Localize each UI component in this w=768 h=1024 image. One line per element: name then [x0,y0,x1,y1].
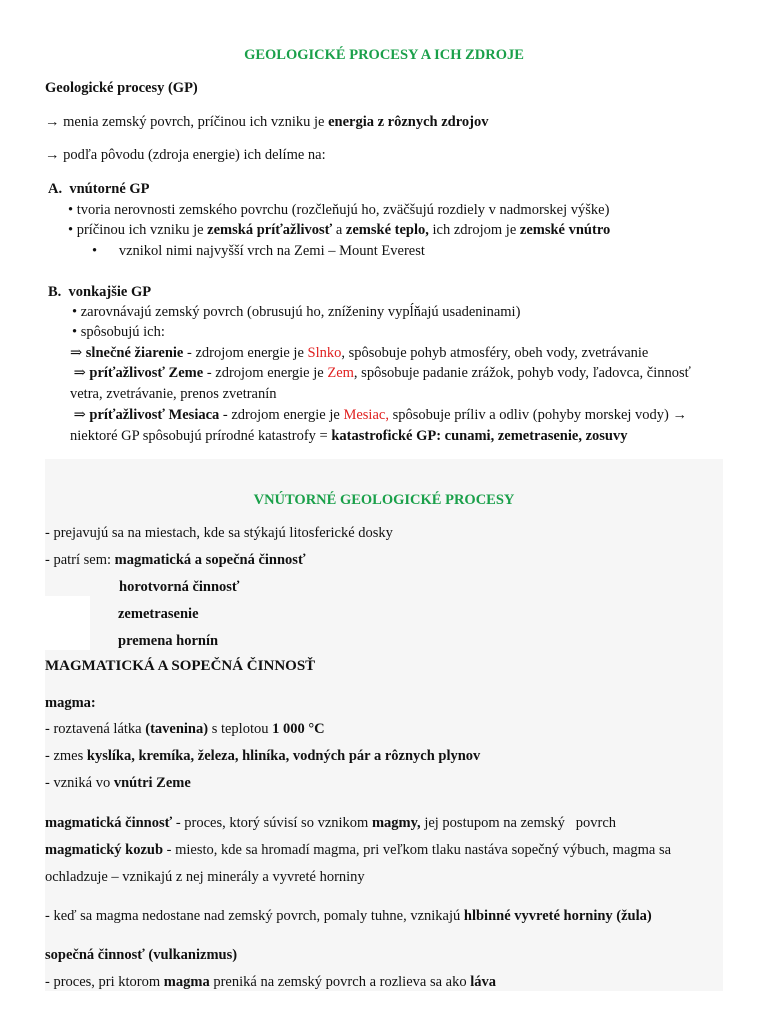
volcanism-line: - proces, pri ktorom magma preniká na zemský povrch a rozlieva sa ako láva [45,974,496,990]
inner-line-1: - prejavujú sa na miestach, kde sa stýkajú litosferické dosky [45,525,393,541]
inner-item-horotvorna: horotvorná činnosť [119,579,240,595]
gp-heading: Geologické procesy (GP) [45,80,198,96]
magma-chamber-continued: ochladzuje – vznikajú z nej minerály a vyvreté horniny [45,869,365,885]
inner-processes-title: VNÚTORNÉ GEOLOGICKÉ PROCESY [253,492,515,508]
document-title: GEOLOGICKÉ PROCESY A ICH ZDROJE [244,47,524,63]
source-moon: ⇒ príťažlivosť Mesiaca - zdrojom energie je Mesiac, spôsobuje príliv a odliv (pohyby morskej vody) → [70,407,687,423]
magmatic-activity-line: magmatická činnosť - proces, ktorý súvisí so vznikom magmy, jej postupom na zemský povrch [45,815,616,831]
section-b-heading: B. vonkajšie GP [48,284,152,300]
catastrophic-gp-line: niektoré GP spôsobujú prírodné katastrofy = katastrofické GP: cunami, zemetrasenie, zosuvy [70,428,628,444]
volcanism-heading: sopečná činnosť (vulkanizmus) [45,947,238,963]
section-a-bullet-2: • príčinou ich vzniku je zemská príťažlivosť a zemské teplo, ich zdrojom je zemské vnútro [68,222,611,238]
magmatic-heading: MAGMATICKÁ A SOPEČNÁ ČINNOSŤ [45,658,316,674]
inner-item-premena: premena hornín [118,633,219,649]
magma-label: magma: [45,695,96,711]
section-a-sub-bullet: • vznikol nimi najvyšší vrch na Zemi – Mount Everest [92,243,425,259]
source-earth: ⇒ príťažlivosť Zeme - zdrojom energie je Zem, spôsobuje padanie zrážok, pohyb vody, ľadovca, činnosť [70,365,691,381]
magma-line-3: - vzniká vo vnútri Zeme [45,775,191,791]
section-a-bullet-1: • tvoria nerovnosti zemského povrchu (rozčleňujú ho, zväčšujú rozdiely v nadmorskej výške) [68,202,610,218]
intro-line-2: → podľa pôvodu (zdroja energie) ich delíme na: [45,147,326,163]
intro-line-1: → menia zemský povrch, príčinou ich vzniku je energia z rôznych zdrojov [45,114,489,130]
source-earth-continued: vetra, zvetrávanie, prenos zvetranín [70,386,277,402]
source-sun: ⇒ slnečné žiarenie - zdrojom energie je Slnko, spôsobuje pohyb atmosféry, obeh vody, zvetrávanie [70,345,649,361]
section-b-bullet-2: • spôsobujú ich: [72,324,165,340]
magma-line-2: - zmes kyslíka, kremíka, železa, hliníka, vodných pár a rôznych plynov [45,748,481,764]
panel-notch [45,596,90,650]
magma-chamber-line: magmatický kozub - miesto, kde sa hromadí magma, pri veľkom tlaku nastáva sopečný výbuch, magma sa [45,842,672,858]
section-a-heading: A. vnútorné GP [48,181,150,197]
section-b-bullet-1: • zarovnávajú zemský povrch (obrusujú ho, zníženiny vypĺňajú usadeninami) [72,304,521,320]
deep-igneous-line: - keď sa magma nedostane nad zemský povrch, pomaly tuhne, vznikajú hlbinné vyvreté horniny (žula) [45,908,652,924]
inner-line-2: - patrí sem: magmatická a sopečná činnosť [45,552,306,568]
inner-item-zemetrasenie: zemetrasenie [118,606,199,622]
magma-line-1: - roztavená látka (tavenina) s teplotou 1 000 °C [45,721,325,737]
